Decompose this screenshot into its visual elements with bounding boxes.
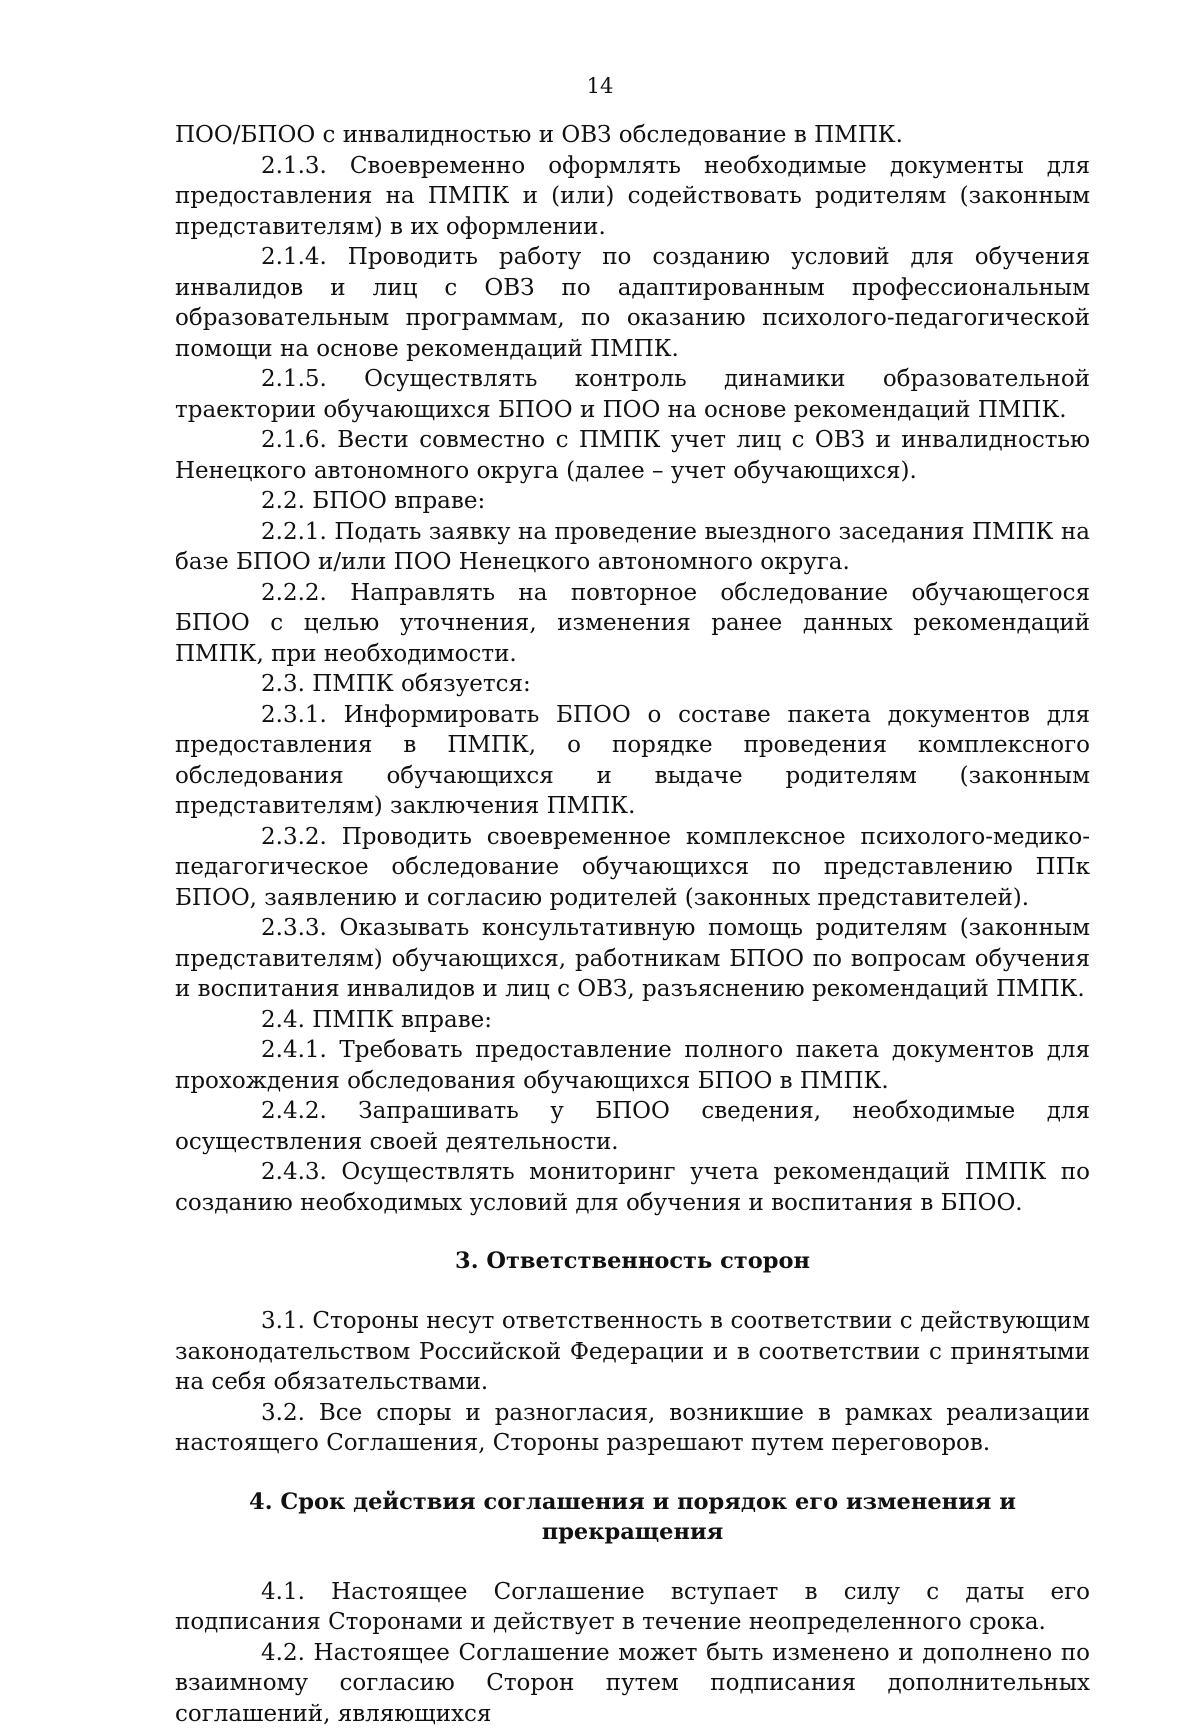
paragraph-continuation: ПОО/БПОО с инвалидностью и ОВЗ обследование в ПМПК. [175, 120, 1090, 151]
section-heading-4: 4. Срок действия соглашения и порядок его изменения и прекращения [175, 1487, 1090, 1547]
paragraph-2-4-3: 2.4.3. Осуществлять мониторинг учета рекомендаций ПМПК по созданию необходимых условий для обучения и воспитания в БПОО. [175, 1157, 1090, 1218]
paragraph-2-2-1: 2.2.1. Подать заявку на проведение выездного заседания ПМПК на базе БПОО и/или ПОО Ненецкого автономного округа. [175, 517, 1090, 578]
paragraph-2-3-3: 2.3.3. Оказывать консультативную помощь родителям (законным представителям) обучающихся, работникам БПОО по вопросам обучения и воспитания инвалидов и лиц с ОВЗ, разъяснению рекомендаций ПМПК. [175, 913, 1090, 1005]
page-number: 14 [0, 74, 1200, 98]
paragraph-2-3-1: 2.3.1. Информировать БПОО о составе пакета документов для предоставления в ПМПК, о порядке проведения комплексного обследования обучающихся и выдаче родителям (законным представителям) заключения ПМПК. [175, 700, 1090, 822]
paragraph-2-3: 2.3. ПМПК обязуется: [175, 669, 1090, 700]
paragraph-2-2: 2.2. БПОО вправе: [175, 486, 1090, 517]
paragraph-2-1-4: 2.1.4. Проводить работу по созданию условий для обучения инвалидов и лиц с ОВЗ по адаптированным профессиональным образовательным программам, по оказанию психолого-педагогической помощи на основе рекомендаций ПМПК. [175, 242, 1090, 364]
section-heading-3: 3. Ответственность сторон [175, 1246, 1090, 1276]
document-body [175, 120, 1090, 1729]
paragraph-2-4: 2.4. ПМПК вправе: [175, 1005, 1090, 1036]
paragraph-2-1-5: 2.1.5. Осуществлять контроль динамики образовательной траектории обучающихся БПОО и ПОО на основе рекомендаций ПМПК. [175, 364, 1090, 425]
paragraph-2-1-6: 2.1.6. Вести совместно с ПМПК учет лиц с ОВЗ и инвалидностью Ненецкого автономного округа (далее – учет обучающихся). [175, 425, 1090, 486]
paragraph-4-1: 4.1. Настоящее Соглашение вступает в силу с даты его подписания Сторонами и действует в течение неопределенного срока. [175, 1577, 1090, 1638]
paragraph-2-1-3: 2.1.3. Своевременно оформлять необходимые документы для предоставления на ПМПК и (или) содействовать родителям (законным представителям) в их оформлении. [175, 151, 1090, 243]
paragraph-2-4-1: 2.4.1. Требовать предоставление полного пакета документов для прохождения обследования обучающихся БПОО в ПМПК. [175, 1035, 1090, 1096]
paragraph-2-4-2: 2.4.2. Запрашивать у БПОО сведения, необходимые для осуществления своей деятельности. [175, 1096, 1090, 1157]
paragraph-4-2: 4.2. Настоящее Соглашение может быть изменено и дополнено по взаимному согласию Сторон путем подписания дополнительных соглашений, являющихся [175, 1638, 1090, 1729]
paragraph-3-1: 3.1. Стороны несут ответственность в соответствии с действующим законодательством Российской Федерации и в соответствии с принятыми на себя обязательствами. [175, 1306, 1090, 1398]
paragraph-2-2-2: 2.2.2. Направлять на повторное обследование обучающегося БПОО с целью уточнения, изменения ранее данных рекомендаций ПМПК, при необходимости. [175, 578, 1090, 670]
paragraph-3-2: 3.2. Все споры и разногласия, возникшие в рамках реализации настоящего Соглашения, Стороны разрешают путем переговоров. [175, 1398, 1090, 1459]
paragraph-2-3-2: 2.3.2. Проводить своевременное комплексное психолого-медико-педагогическое обследование обучающихся по представлению ППк БПОО, заявлению и согласию родителей (законных представителей). [175, 822, 1090, 914]
